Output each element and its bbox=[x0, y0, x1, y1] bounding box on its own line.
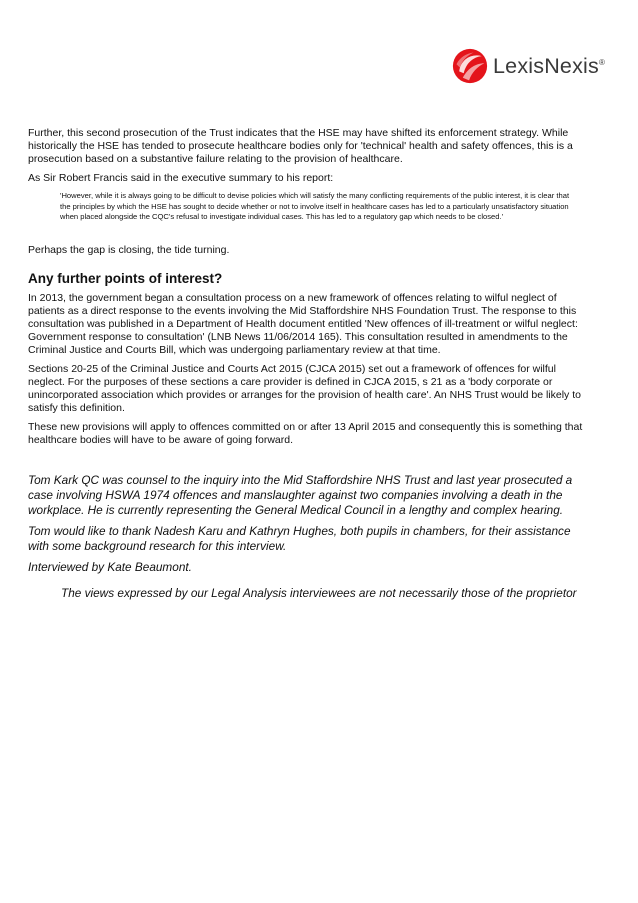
logo-trademark: ® bbox=[598, 57, 606, 67]
paragraph-cjca-sections: Sections 20-25 of the Criminal Justice and Courts Act 2015 (CJCA 2015) set out a framework of offences for wilful neglect. For the purposes of these sections a care provider is defined in CJCA 2015, s 21 as a 'body corporate or unincorporated association which provides or arranges for the provision of health care'. An NHS Trust would be likely to satisfy this definition. bbox=[28, 362, 581, 414]
interviewer-credit: Interviewed by Kate Beaumont. bbox=[28, 559, 192, 574]
lexisnexis-logo bbox=[452, 46, 622, 86]
document-body bbox=[28, 127, 594, 601]
spacer bbox=[28, 223, 594, 244]
logo-wordmark: LexisNexis® bbox=[493, 53, 606, 78]
lexisnexis-knot-icon bbox=[452, 48, 488, 84]
francis-quote: 'However, while it is always going to be difficult to devise policies which will satisfy the many conflicting requirements of the public interest, it is clear that the principles by which the HSE has sought to decide whether or not to involve itself in healthcare cases has led to a particularly unsatisfactory situation when placed alongside the CQC's refusal to investigate individual cases. This has led to a regulatory gap which needs to be closed.' bbox=[60, 191, 570, 222]
acknowledgement: Tom would like to thank Nadesh Karu and Kathryn Hughes, both pupils in chambers, for their assistance with some background research for this interview. bbox=[28, 523, 571, 553]
paragraph-consultation: In 2013, the government began a consultation process on a new framework of offences relating to wilful neglect of patients as a direct response to the events involving the Mid Staffordshire NHS Foundation Trust. The response to this consultation was published in a Department of Health document entitled 'New offences of ill-treatment or wilful neglect: Government response to consultation' (LNB News 11/06/2014 165). This consultation resulted in amendments to the Criminal Justice and Courts Bill, which was undergoing parliamentary review at that time. bbox=[28, 291, 578, 356]
paragraph-new-provisions: These new provisions will apply to offences committed on or after 13 April 2015 and consequently this is something that healthcare bodies will have to be aware of going forward. bbox=[28, 420, 583, 446]
paragraph-gap-closing: Perhaps the gap is closing, the tide turning. bbox=[28, 243, 230, 256]
paragraph-francis-intro: As Sir Robert Francis said in the executive summary to his report: bbox=[28, 172, 334, 184]
section-heading: Any further points of interest? bbox=[28, 270, 223, 286]
disclaimer: The views expressed by our Legal Analysis interviewees are not necessarily those of the proprietor bbox=[61, 585, 577, 600]
paragraph-enforcement-strategy: Further, this second prosecution of the Trust indicates that the HSE may have shifted its enforcement strategy. While historically the HSE has tended to prosecute healthcare bodies only for 'technical' health and safety offences, this is a prosecution based on a substantive failure relating to the provision of healthcare. bbox=[28, 127, 573, 165]
author-bio: Tom Kark QC was counsel to the inquiry into the Mid Staffordshire NHS Trust and last year prosecuted a case involving HSWA 1974 offences and manslaughter against two companies involving a death in the workplace. He is currently representing the General Medical Council in a lengthy and complex hearing. bbox=[28, 472, 573, 517]
